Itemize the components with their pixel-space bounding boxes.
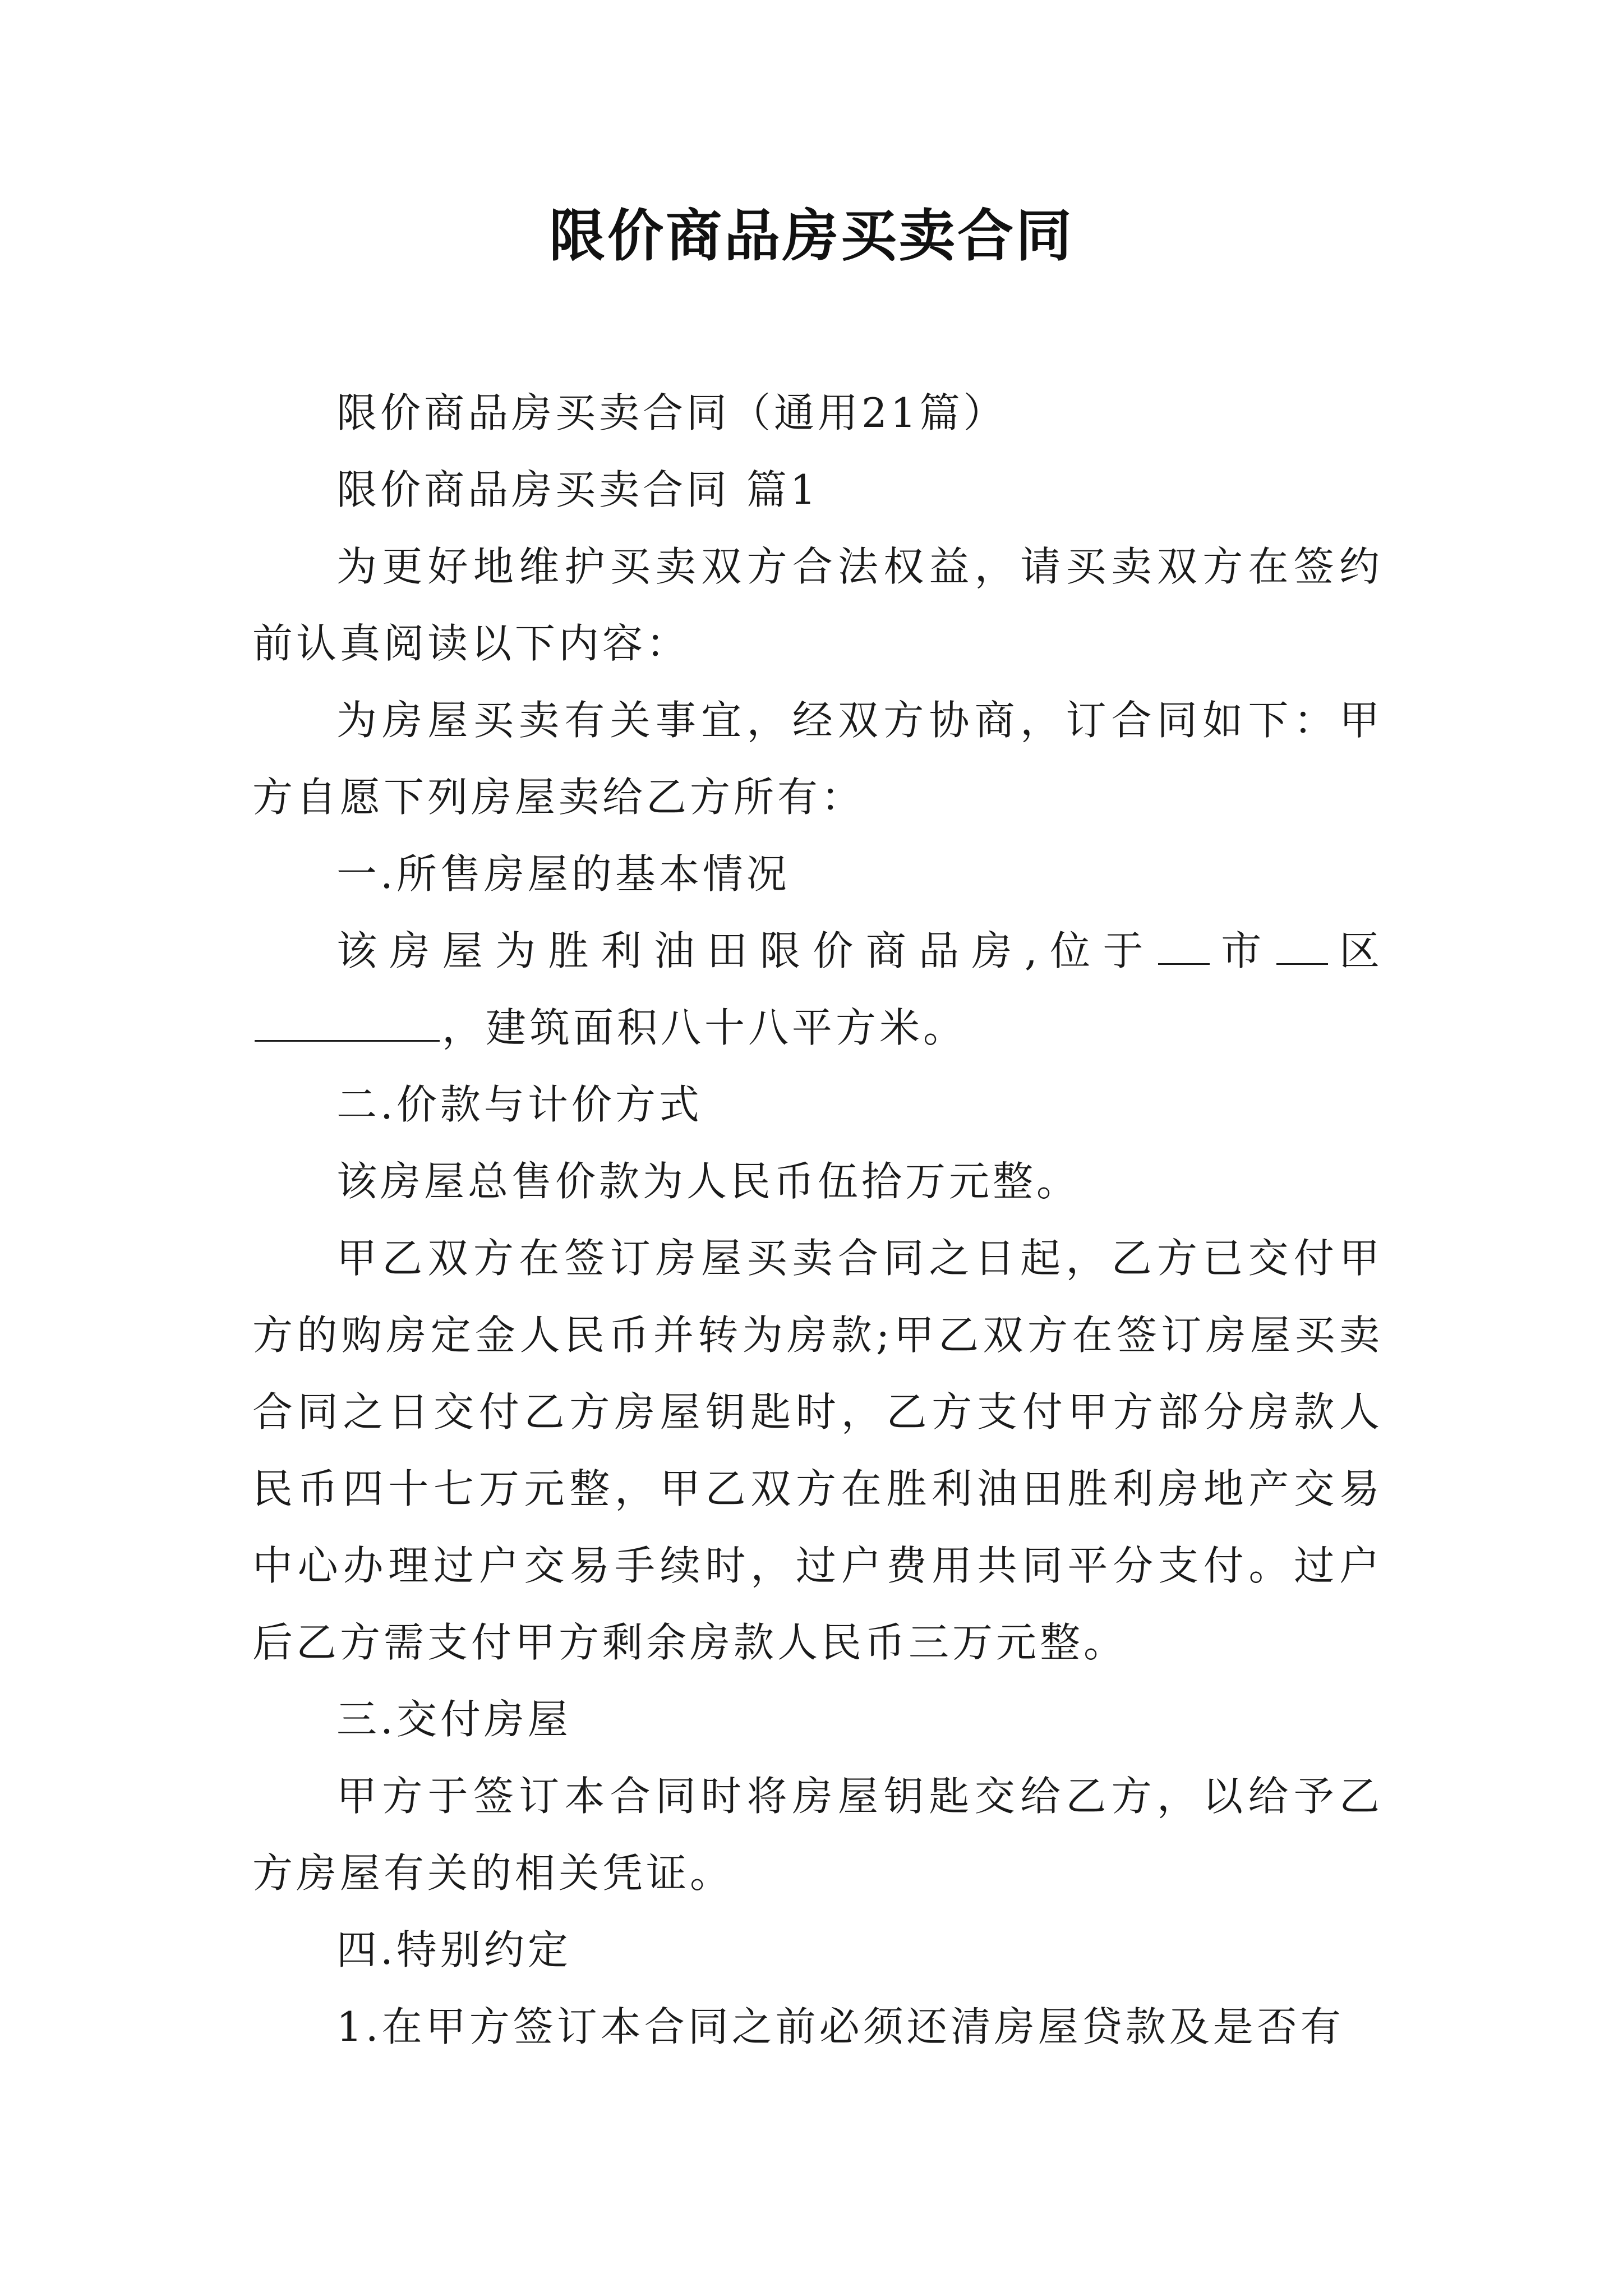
section-heading: 限价商品房买卖合同 篇1 bbox=[336, 466, 819, 513]
clause-3-paragraph: 甲方于签订本合同时将房屋钥匙交给乙方，以给予乙方房屋有关的相关凭证。 bbox=[252, 1773, 1383, 1897]
document-body bbox=[252, 375, 1383, 2065]
clause-1-paragraph bbox=[252, 913, 1383, 1066]
clause-4-item-1: 1.在甲方签订本合同之前必须还清房屋贷款及是否有 bbox=[336, 2003, 1344, 2050]
intro-paragraph: 为更好地维护买卖双方合法权益，请买卖双方在签约前认真阅读以下内容： bbox=[252, 543, 1383, 667]
clause-2-heading: 二.价款与计价方式 bbox=[336, 1081, 703, 1128]
document-title: 限价商品房买卖合同 bbox=[549, 203, 1074, 269]
city-label: 市 bbox=[1211, 927, 1274, 974]
clause-2-paragraph-2: 甲乙双方在签订房屋买卖合同之日起，乙方已交付甲方的购房定金人民币并转为房款;甲乙双方在签订房屋买卖合同之日交付乙方房屋钥匙时，乙方支付甲方部分房款人民币四十七万元整，甲乙双方在胜利油田胜利房地产交易中心办理过户交易手续时，过户费用共同平分支付。过户后乙方需支付甲方剩余房款人民币三万元整。 bbox=[252, 1235, 1383, 1666]
address-blank bbox=[255, 1005, 440, 1042]
preamble-paragraph: 为房屋买卖有关事宜，经双方协商，订合同如下：甲方自愿下列房屋卖给乙方所有： bbox=[252, 697, 1383, 821]
clause-1-text-a: 该房屋为胜利油田限价商品房,位于 bbox=[336, 927, 1156, 974]
clause-1-heading: 一.所售房屋的基本情况 bbox=[336, 850, 790, 898]
clause-3-heading: 三.交付房屋 bbox=[336, 1696, 571, 1743]
document-subtitle: 限价商品房买卖合同（通用21篇） bbox=[336, 389, 1007, 436]
city-blank bbox=[1158, 928, 1210, 965]
clause-2-paragraph-1: 该房屋总售价款为人民币伍拾万元整。 bbox=[336, 1158, 1081, 1205]
clause-4-heading: 四.特别约定 bbox=[336, 1926, 571, 1973]
district-blank bbox=[1276, 928, 1328, 965]
clause-1-text-b: ，建筑面积八十八平方米。 bbox=[442, 1004, 967, 1051]
district-label: 区 bbox=[1330, 927, 1383, 974]
